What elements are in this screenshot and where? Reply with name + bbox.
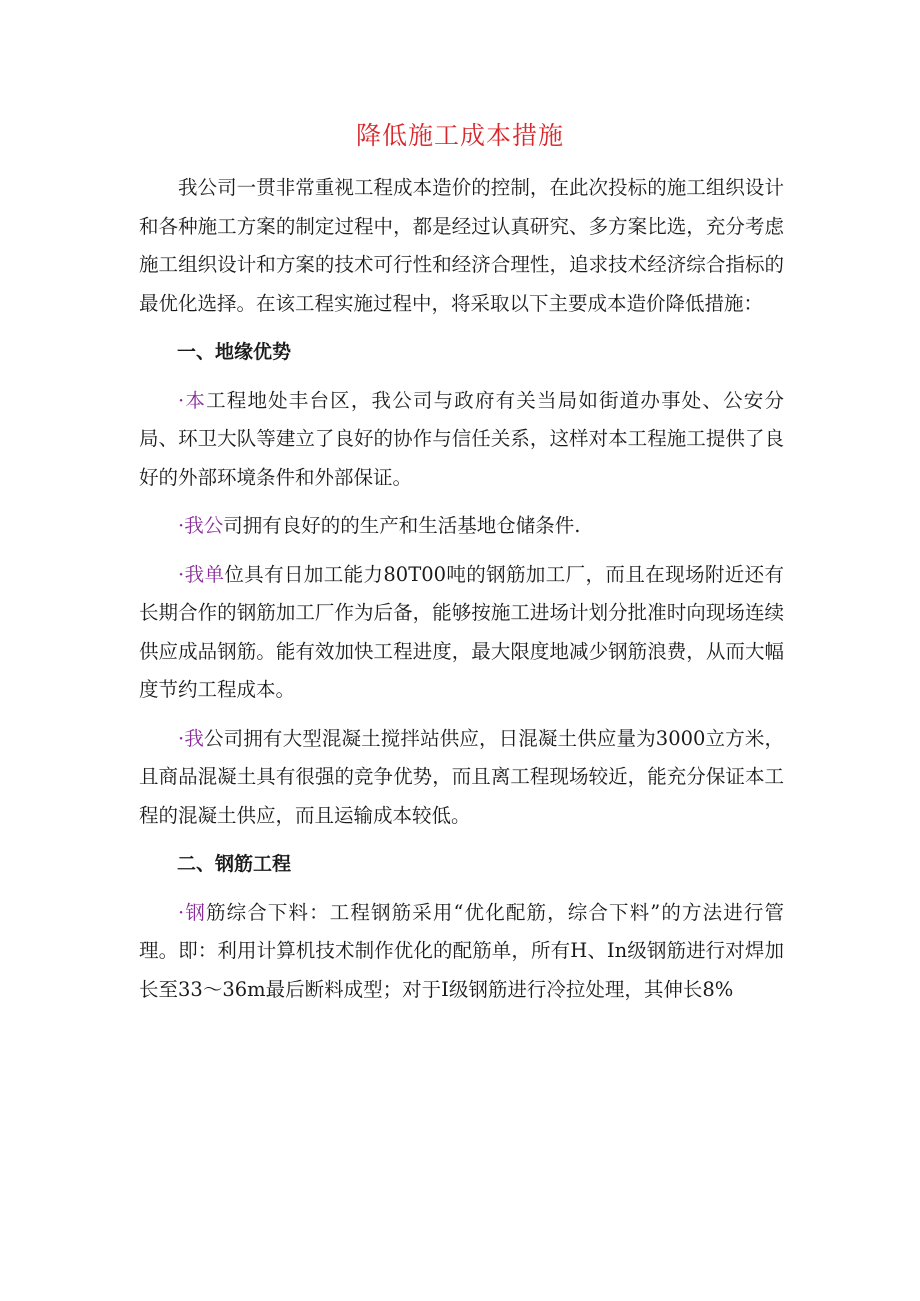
item-lead-text: 我单: [184, 562, 225, 586]
intro-paragraph: 我公司一贯非常重视工程成本造价的控制，在此次投标的施工组织设计和各种施工方案的制定过程中，都是经过认真研究、多方案比选，充分考虑施工组织设计和方案的技术可行性和经济合理性，追求技术经济综合指标的最优化选择。在该工程实施过程中，将采取以下主要成本造价降低措施：: [139, 176, 784, 315]
location-item-4: [139, 720, 784, 836]
rebar-item-1: [139, 894, 784, 1010]
item-text: 位具有日加工能力80T00吨的钢筋加工厂，而且在现场附近还有长期合作的钢筋加工厂作为后备，能够按施工进场计划分批准时向现场连续供应成品钢筋。能有效加快工程进度，最大限度地减少钢筋浪费，从而大幅度节约工程成本。: [139, 562, 784, 701]
document-body: [139, 169, 784, 1019]
item-lead-text: 本: [184, 388, 207, 412]
bullet-mark: ·: [178, 726, 185, 750]
bullet-mark: ·: [178, 514, 185, 537]
bullet-mark: ·: [178, 562, 185, 586]
item-lead-text: 我: [184, 726, 204, 750]
item-lead-text: 钢: [184, 900, 206, 924]
item-lead-text: 我公: [184, 514, 224, 537]
item-text: 司拥有良好的的生产和生活基地仓储条件.: [223, 514, 581, 537]
section-heading-location: 一、地缘优势: [177, 341, 292, 363]
item-text: 公司拥有大型混凝土搅拌站供应，日混凝土供应量为3000立方米，且商品混凝土具有很强的竞争优势，而且离工程现场较近，能充分保证本工程的混凝土供应，而且运输成本较低。: [139, 726, 784, 827]
bullet-mark: ·: [178, 388, 185, 412]
document-title: 降低施工成本措施: [355, 121, 564, 150]
item-text: 工程地处丰台区，我公司与政府有关当局如街道办事处、公安分局、环卫大队等建立了良好的协作与信任关系，这样对本工程施工提供了良好的外部环境条件和外部保证。: [139, 388, 784, 489]
location-item-2: [139, 507, 784, 546]
item-text: 筋综合下料：工程钢筋采用“优化配筋，综合下料”的方法进行管理。即：利用计算机技术制作优化的配筋单，所有H、In级钢筋进行对焊加长至33～36m最后断料成型；对于Ⅰ级钢筋进行冷拉处理，其伸长8%: [139, 900, 784, 1001]
section-heading-rebar: 二、钢筋工程: [177, 853, 292, 875]
location-item-1: [139, 382, 784, 498]
bullet-mark: ·: [178, 900, 185, 924]
location-item-3: [139, 556, 784, 710]
